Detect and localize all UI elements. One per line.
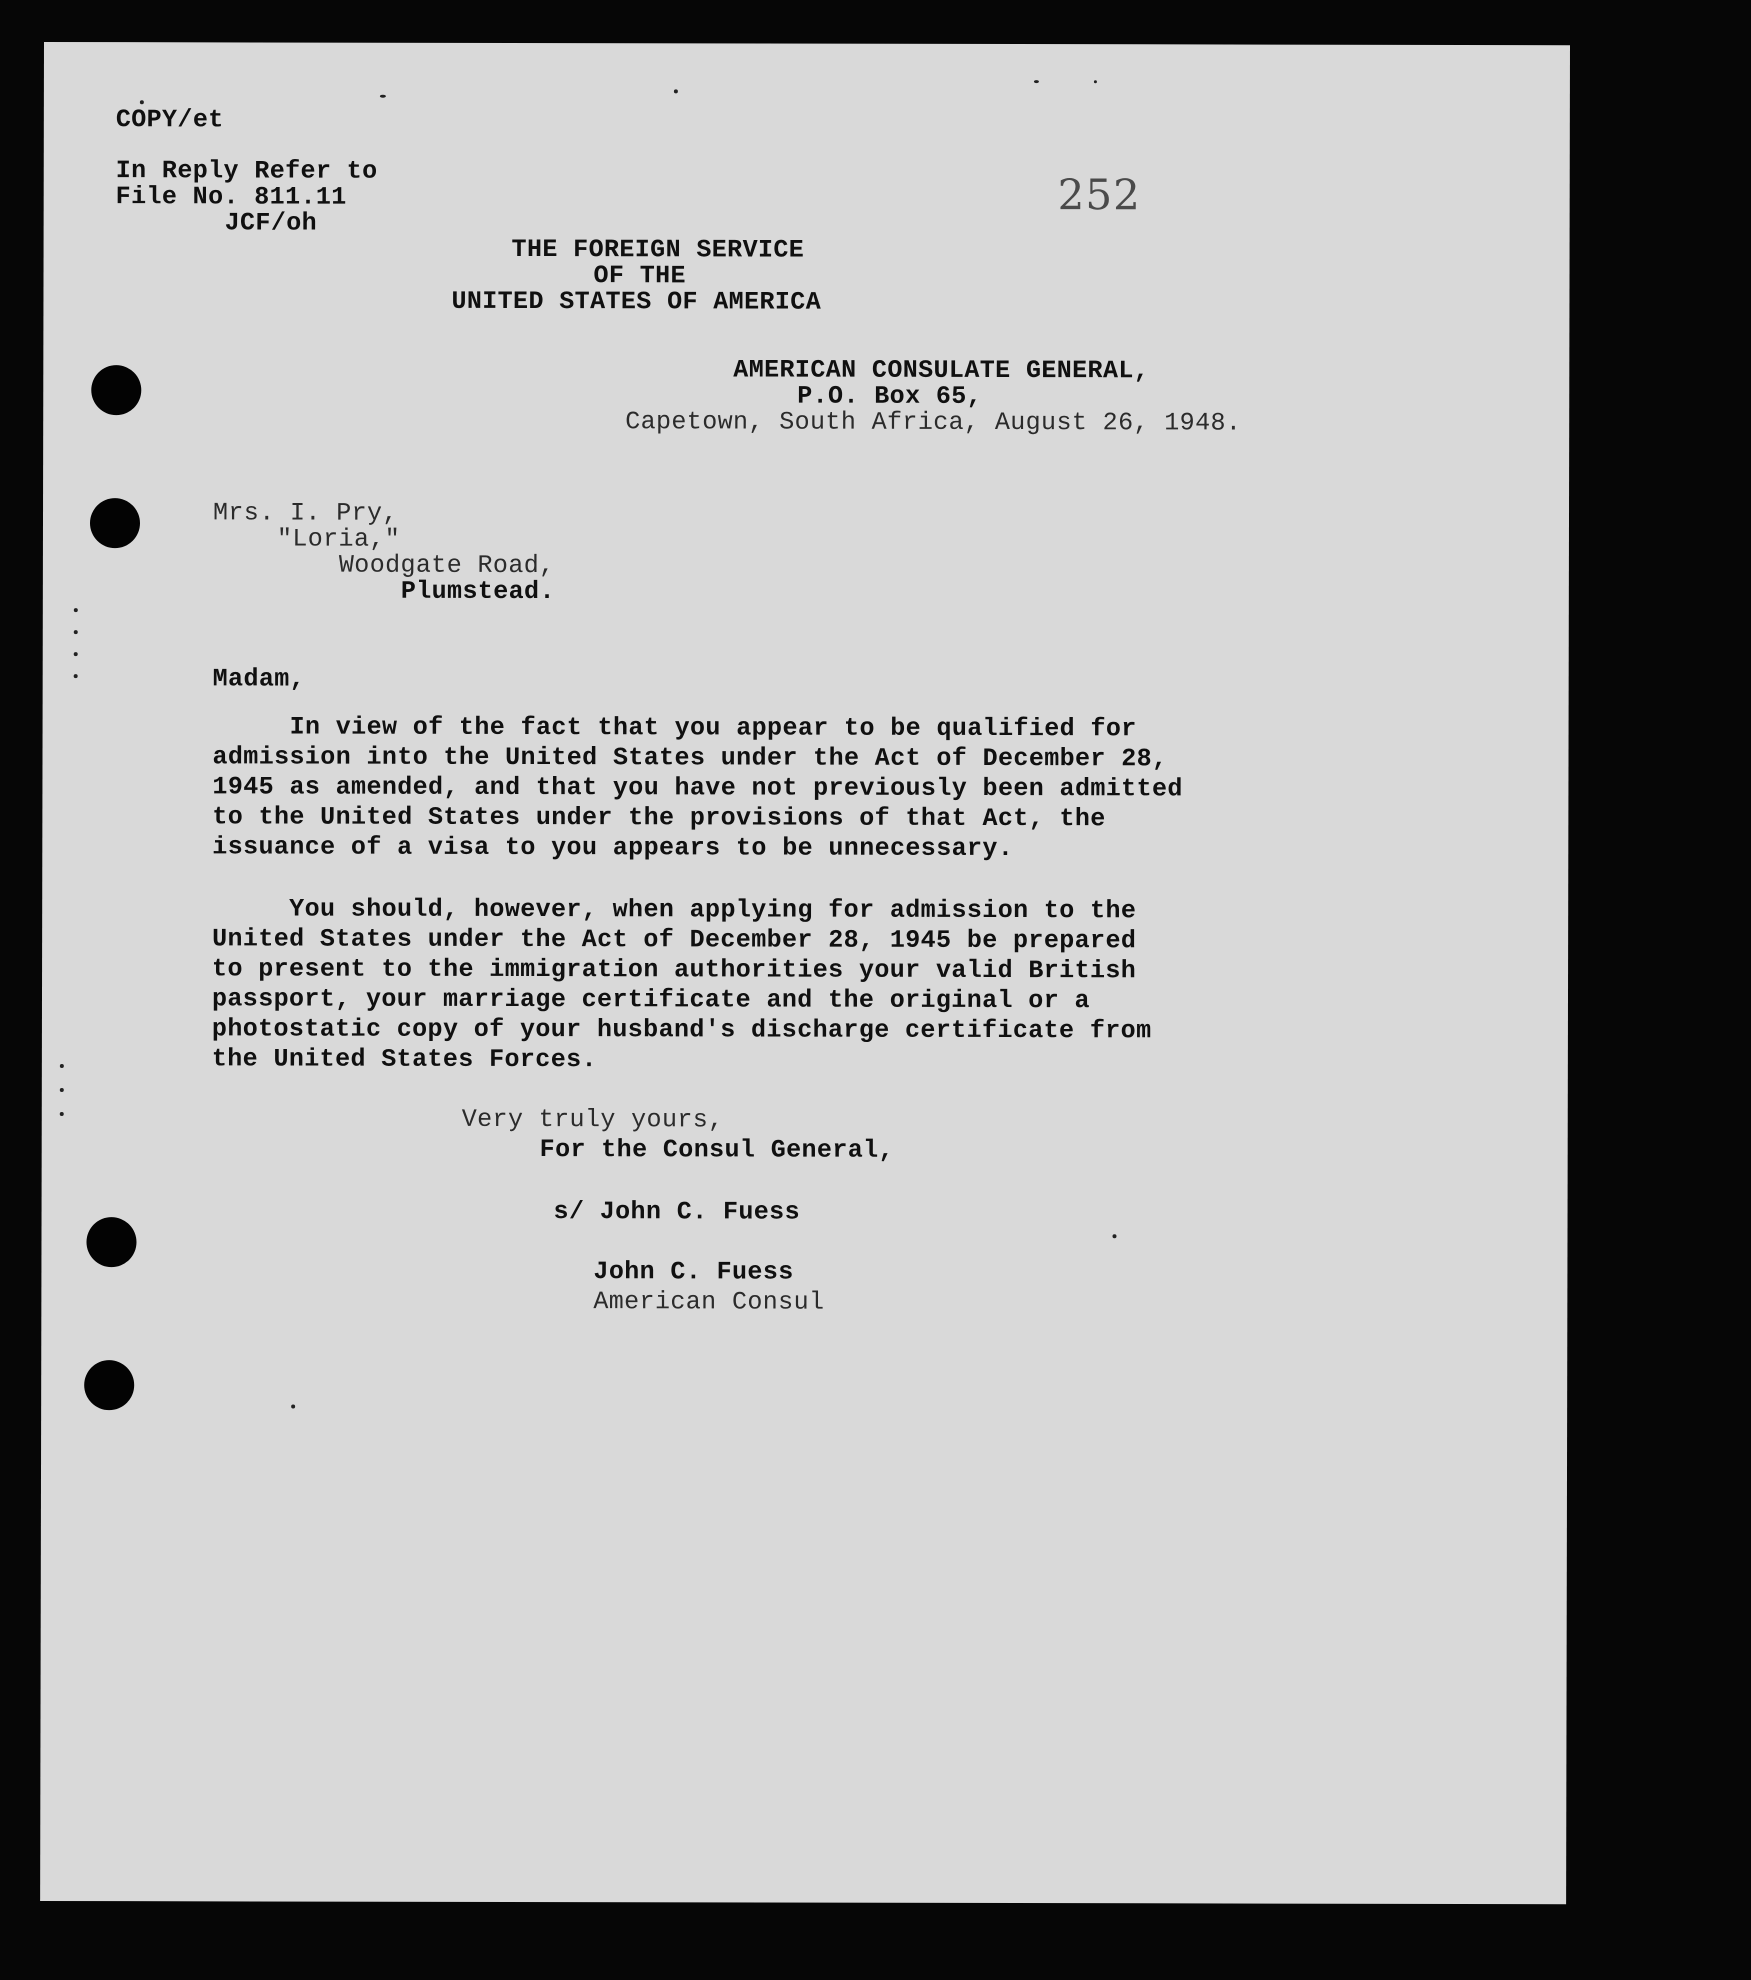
punch-hole	[84, 1360, 134, 1410]
letterhead-line-2: OF THE	[593, 261, 686, 291]
ink-speck	[291, 1405, 295, 1409]
paragraph-line: admission into the United States under the Act of December 28,	[212, 742, 1168, 774]
reference-line-2: File No. 811.11	[115, 182, 347, 212]
ink-speck	[674, 89, 678, 93]
letter-sheet	[40, 42, 1570, 1904]
ink-speck	[60, 1064, 64, 1068]
reference-line-3: JCF/oh	[224, 208, 318, 238]
ink-speck	[140, 100, 144, 104]
addressee-house: "Loria,"	[276, 524, 401, 554]
ink-speck	[60, 1112, 64, 1116]
page-number-stamp: 252	[1057, 170, 1141, 220]
addressee-town: Plumstead.	[400, 576, 555, 607]
paragraph-line: issuance of a visa to you appears to be unnecessary.	[212, 832, 1014, 864]
ink-speck	[74, 652, 78, 656]
addressee-name: Mrs. I. Pry,	[212, 498, 398, 528]
punch-hole	[90, 498, 140, 548]
sender-office: AMERICAN CONSULATE GENERAL,	[733, 355, 1150, 386]
ink-speck	[1112, 1234, 1116, 1238]
paragraph-line: 1945 as amended, and that you have not previously been admitted	[212, 772, 1183, 804]
paragraph-line: In view of the fact that you appear to be qualified for	[212, 712, 1137, 744]
sender-place-date: Capetown, South Africa, August 26, 1948.	[625, 407, 1242, 438]
sender-box: P.O. Box 65,	[797, 381, 983, 411]
letterhead-line-3: UNITED STATES OF AMERICA	[451, 286, 822, 317]
paragraph-line: photostatic copy of your husband's discharge certificate from	[211, 1014, 1152, 1046]
paragraph-line: the United States Forces.	[211, 1044, 597, 1075]
copy-mark: COPY/et	[115, 105, 224, 135]
signer-title: American Consul	[593, 1287, 825, 1317]
punch-hole	[86, 1217, 136, 1267]
ink-speck	[74, 630, 78, 634]
salutation: Madam,	[212, 664, 306, 694]
for-consul-general-line: For the Consul General,	[539, 1135, 894, 1165]
paragraph-line: United States under the Act of December 28, 1945 be prepared	[212, 924, 1137, 956]
ink-speck	[60, 1088, 64, 1092]
paragraph-line: You should, however, when applying for admission to the	[212, 894, 1137, 926]
ink-speck	[380, 95, 386, 98]
signer-name: John C. Fuess	[593, 1257, 794, 1287]
ink-speck	[1094, 80, 1097, 83]
punch-hole	[91, 365, 141, 415]
addressee-street: Woodgate Road,	[338, 550, 555, 581]
ink-speck	[1034, 80, 1039, 83]
letterhead-line-1: THE FOREIGN SERVICE	[511, 234, 805, 265]
complimentary-close: Very truly yours,	[461, 1104, 724, 1135]
ink-speck	[74, 674, 78, 678]
reference-line-1: In Reply Refer to	[115, 156, 378, 186]
paragraph-line: passport, your marriage certificate and the original or a	[211, 984, 1090, 1016]
ink-speck	[74, 608, 78, 612]
signature-line: s/ John C. Fuess	[553, 1197, 801, 1227]
paragraph-line: to present to the immigration authorities your valid British	[212, 954, 1137, 986]
paragraph-line: to the United States under the provisions of that Act, the	[212, 802, 1106, 834]
